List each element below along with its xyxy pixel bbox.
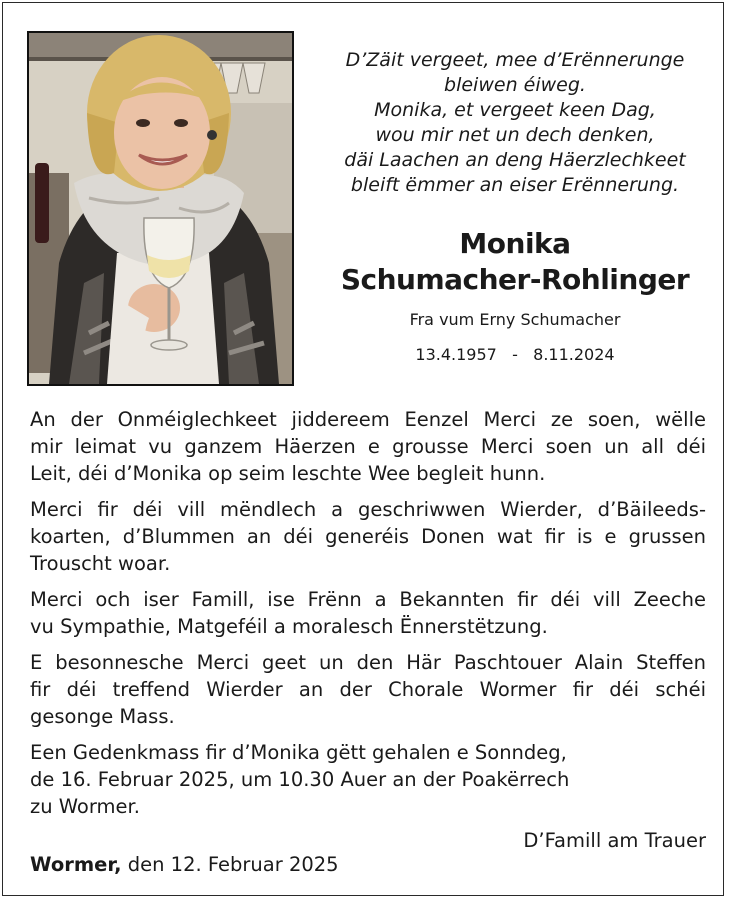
date-separator: - [512,345,518,364]
paragraph-thanks-priest [30,649,706,730]
paragraph-thanks-all [30,406,706,487]
place-name: Wormer, [30,853,122,876]
thanks-text [30,406,706,829]
text-line: An der Onméiglechkeet jiddereem Eenzel Merci ze soen, wëlle [30,408,706,431]
text-line: mir leimat vu ganzem Häerzen e grousse Merci soen un all déi [30,435,706,458]
notice-date: den 12. Februar 2025 [127,853,339,876]
family-signoff: D’Famill am Trauer [523,829,706,852]
text-line: koarten, d’Blummen an déi generéis Donen wat fir is e grussen [30,525,706,548]
memorial-verse [305,48,725,198]
portrait-photo [27,31,294,386]
relation-line: Fra vum Erny Schumacher [409,310,621,329]
first-name: Monika [459,227,571,260]
last-name: Schumacher-Rohlinger [340,263,690,296]
verse-line: bleift ëmmer an eiser Erënnerung. [350,174,680,196]
death-date: 8.11.2024 [533,345,615,364]
paragraph-memorial-mass [30,739,706,820]
deceased-name [305,226,725,298]
text-line: zu Wormer. [30,795,140,818]
text-line: Trouscht woar. [30,552,171,575]
place-and-date [30,851,339,878]
text-line: vu Sympathie, Matgeféil a moralesch Ënnerstëtzung. [30,615,548,638]
verse-line: D’Zäit vergeet, mee d’Erënnerunge [345,49,685,71]
text-line: Een Gedenkmass fir d’Monika gëtt gehalen e Sonndeg, [30,741,567,764]
verse-line: Monika, et vergeet keen Dag, [374,99,656,121]
verse-line: bleiwen éiweg. [444,74,586,96]
paragraph-thanks-words [30,496,706,577]
verse-line: wou mir net un dech denken, [375,124,655,146]
text-line: de 16. Februar 2025, um 10.30 Auer an der Poakërrech [30,768,570,791]
text-line: E besonnesche Merci geet un den Här Paschtouer Alain Steffen [30,651,706,674]
text-line: Merci och iser Famill, ise Frënn a Bekannten fir déi vill Zeeche [30,588,706,611]
birth-date: 13.4.1957 [415,345,497,364]
verse-line: däi Laachen an deng Häerzlechkeet [344,149,686,171]
text-line: fir déi treffend Wierder an der Chorale Wormer fir déi schéi [30,678,706,701]
life-dates [305,344,725,366]
text-line: gesonge Mass. [30,705,175,728]
paragraph-thanks-family [30,586,706,640]
text-line: Leit, déi d’Monika op seim leschte Wee begleit hunn. [30,462,546,485]
text-line: Merci fir déi vill mëndlech a geschriwwen Wierder, d’Bäileeds- [30,498,706,521]
